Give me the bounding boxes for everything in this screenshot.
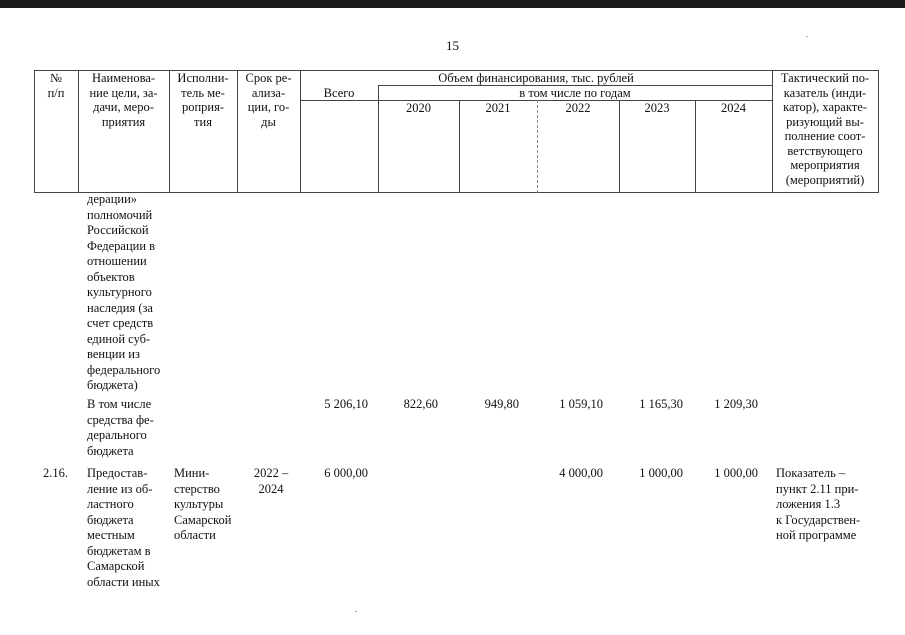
scan-top-border: [0, 0, 905, 8]
row-216-2023: 1 000,00: [639, 466, 683, 480]
header-year-2023: 2023: [644, 101, 670, 115]
page-number: 15: [446, 38, 459, 53]
header-year-2024: 2024: [721, 101, 746, 115]
row-216-total: 6 000,00: [324, 466, 368, 480]
federal-row-2024: 1 209,30: [714, 397, 758, 411]
federal-row-2023: 1 165,30: [639, 397, 683, 411]
row-216-term: 2022 – 2024: [253, 466, 289, 496]
row-216-num: 2.16.: [43, 466, 68, 480]
header-by-years: в том числе по годам: [519, 86, 631, 100]
header-year-2022: 2022: [565, 101, 591, 115]
header-term: Срок ре- ализа- ции, го- ды: [245, 71, 292, 129]
header-year-2021: 2021: [485, 101, 511, 115]
table-header: [34, 70, 879, 193]
header-executor: Исполни- тель ме- роприя- тия: [177, 71, 229, 129]
header-name: Наименова- ние цели, за- дачи, меро- приятия: [89, 71, 158, 129]
scan-speck: [806, 36, 808, 37]
header-total: Всего: [323, 86, 355, 100]
header-num: № п/п: [47, 71, 65, 100]
federal-row-2022: 1 059,10: [559, 397, 603, 411]
header-funding: Объем финансирования, тыс. рублей: [438, 71, 634, 85]
row-216-executor: Мини- стерство культуры Самарской области: [174, 466, 232, 542]
federal-row-2020: 822,60: [403, 397, 438, 411]
federal-row-total: 5 206,10: [324, 397, 368, 411]
header-indicator: Тактический по- казатель (инди- катор), характе- ризующий вы- полнение соот- ветствующего мероприятия (мероприятий): [780, 71, 870, 187]
row-216-name: Предостав- ление из об- ластного бюджета местным бюджетам в Самарской области иных: [87, 466, 160, 589]
federal-row-label: В том числе средства фе- дерального бюджета: [87, 397, 154, 458]
row-216-indicator: Показатель – пункт 2.11 при- ложения 1.3 к Государствен- ной программе: [776, 466, 861, 542]
scan-speck: [355, 611, 357, 612]
row-216-2024: 1 000,00: [714, 466, 758, 480]
header-year-2020: 2020: [406, 101, 431, 115]
row-216-2022: 4 000,00: [559, 466, 603, 480]
federal-row-2021: 949,80: [484, 397, 519, 411]
continuation-text: дерации» полномочий Российской Федерации в отношении объектов культурного наследия (за счет средств единой суб- венции из федерального бюджета): [87, 192, 161, 392]
